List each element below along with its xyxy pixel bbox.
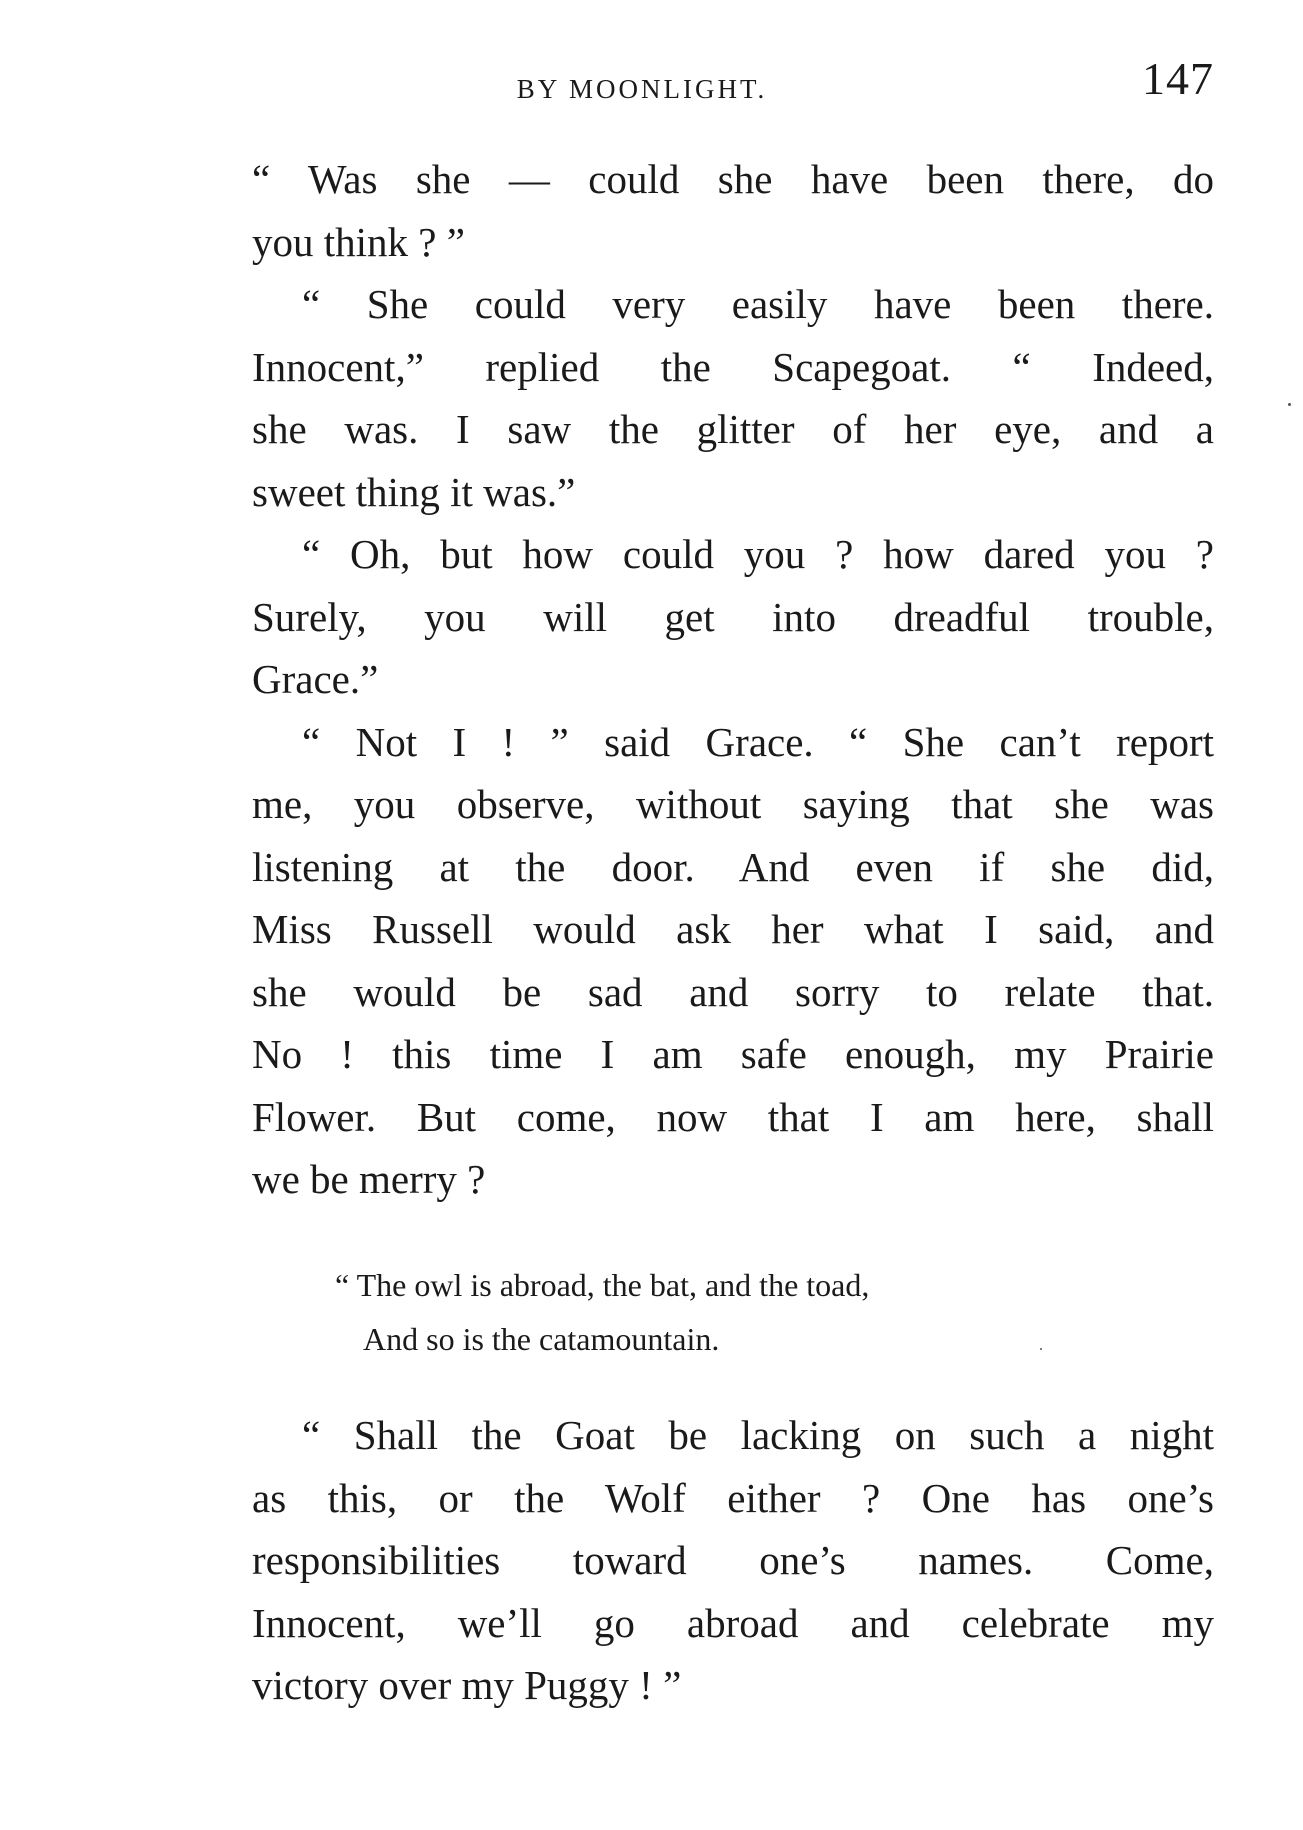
text-line: she was. I saw the glitter of her eye, and a <box>252 406 1214 452</box>
text-line: me, you observe, without saying that she was <box>252 781 1214 827</box>
text-line: Surely, you will get into dreadful trouble, <box>252 593 1214 640</box>
text-line: she would be sad and sorry to relate that. <box>252 968 1214 1015</box>
body-text-continued <box>252 1404 1214 1717</box>
text-line: Flower. But come, now that I am here, shall <box>252 1093 1214 1140</box>
verse-quotation <box>335 1258 869 1366</box>
text-line: victory over my Puggy ! ” <box>252 1662 682 1708</box>
text-line: Miss Russell would ask her what I said, and <box>252 906 1214 952</box>
text-line: “ Not I ! ” said Grace. “ She can’t report <box>302 718 1214 765</box>
scan-speck <box>1040 1348 1042 1350</box>
text-line: No ! this time I am safe enough, my Prairie <box>252 1031 1214 1077</box>
running-head <box>252 52 1214 122</box>
text-line: sweet thing it was.” <box>252 468 576 515</box>
running-title: BY MOONLIGHT. <box>516 74 768 104</box>
text-line: “ Oh, but how could you ? how dared you ? <box>302 531 1214 577</box>
text-line: listening at the door. And even if she did, <box>252 843 1214 890</box>
text-line: you think ? ” <box>252 218 465 265</box>
text-line: “ Shall the Goat be lacking on such a night <box>302 1412 1214 1458</box>
verse-line: “ The owl is abroad, the bat, and the toad, <box>335 1267 870 1303</box>
text-line: “ She could very easily have been there. <box>302 281 1214 327</box>
text-line: responsibilities toward one’s names. Come, <box>252 1537 1214 1583</box>
text-line: Innocent, we’ll go abroad and celebrate my <box>252 1599 1214 1646</box>
body-text <box>252 148 1214 1211</box>
text-line: Innocent,” replied the Scapegoat. “ Indeed, <box>252 343 1214 390</box>
text-line: as this, or the Wolf either ? One has one’s <box>252 1474 1214 1521</box>
verse-line: And so is the catamountain. <box>363 1321 720 1357</box>
scan-speck <box>1288 403 1291 406</box>
text-line: “ Was she — could she have been there, do <box>252 156 1214 202</box>
text-line: we be merry ? <box>252 1156 486 1202</box>
text-line: Grace.” <box>252 656 379 702</box>
page-number: 147 <box>1142 53 1214 104</box>
